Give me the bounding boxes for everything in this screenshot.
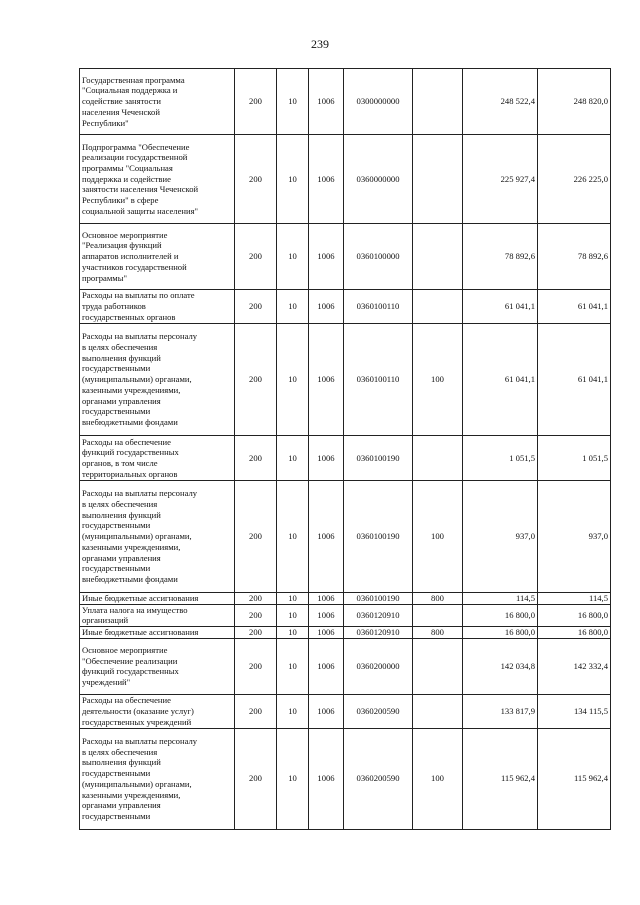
item-name: Иные бюджетные ассигнования (80, 627, 235, 639)
amount-year-2: 142 332,4 (538, 638, 611, 694)
subsection-code: 1006 (309, 604, 344, 626)
section-code: 10 (277, 604, 309, 626)
subsection-code: 1006 (309, 694, 344, 728)
ministry-code: 200 (235, 481, 277, 593)
section-code: 10 (277, 436, 309, 481)
amount-year-2: 16 800,0 (538, 627, 611, 639)
ministry-code: 200 (235, 728, 277, 829)
amount-year-1: 1 051,5 (463, 436, 538, 481)
subsection-code: 1006 (309, 627, 344, 639)
amount-year-2: 16 800,0 (538, 604, 611, 626)
amount-year-2: 114,5 (538, 593, 611, 605)
subsection-code: 1006 (309, 481, 344, 593)
budget-table (79, 68, 611, 830)
item-name: Основное мероприятие "Обеспечение реализации функций государственных учреждений" (80, 638, 235, 694)
amount-year-2: 937,0 (538, 481, 611, 593)
item-name: Иные бюджетные ассигнования (80, 593, 235, 605)
target-article-code: 0360100190 (344, 593, 413, 605)
amount-year-1: 248 522,4 (463, 69, 538, 135)
target-article-code: 0360100110 (344, 290, 413, 324)
section-code: 10 (277, 135, 309, 224)
item-name: Подпрограмма "Обеспечение реализации государственной программы "Социальная поддержка и содействие занятости населения Чеченской Республики" в сфере социальной защиты населения" (80, 135, 235, 224)
amount-year-1: 114,5 (463, 593, 538, 605)
table-row (80, 69, 611, 135)
amount-year-1: 78 892,6 (463, 224, 538, 290)
amount-year-2: 61 041,1 (538, 324, 611, 436)
section-code: 10 (277, 694, 309, 728)
item-name: Расходы на обеспечение функций государственных органов, в том числе территориальных органов (80, 436, 235, 481)
section-code: 10 (277, 638, 309, 694)
item-name: Расходы на выплаты персоналу в целях обеспечения выполнения функций государственными (муниципальными) органами, казенными учреждениями, органами управления государственными внебюджетными фондами (80, 324, 235, 436)
section-code: 10 (277, 69, 309, 135)
expense-type-code: 800 (413, 593, 463, 605)
table-row (80, 135, 611, 224)
amount-year-1: 142 034,8 (463, 638, 538, 694)
subsection-code: 1006 (309, 728, 344, 829)
ministry-code: 200 (235, 436, 277, 481)
amount-year-1: 61 041,1 (463, 324, 538, 436)
subsection-code: 1006 (309, 593, 344, 605)
budget-table-body (80, 69, 611, 830)
ministry-code: 200 (235, 627, 277, 639)
table-row (80, 638, 611, 694)
amount-year-2: 248 820,0 (538, 69, 611, 135)
amount-year-1: 937,0 (463, 481, 538, 593)
table-row (80, 694, 611, 728)
item-name: Расходы на выплаты персоналу в целях обеспечения выполнения функций государственными (муниципальными) органами, казенными учреждениями, органами управления государственными внебюджетными фондами (80, 481, 235, 593)
expense-type-code (413, 638, 463, 694)
table-row (80, 593, 611, 605)
ministry-code: 200 (235, 290, 277, 324)
target-article-code: 0360200000 (344, 638, 413, 694)
target-article-code: 0360200590 (344, 728, 413, 829)
subsection-code: 1006 (309, 69, 344, 135)
subsection-code: 1006 (309, 436, 344, 481)
expense-type-code (413, 290, 463, 324)
item-name: Уплата налога на имущество организаций (80, 604, 235, 626)
item-name: Расходы на обеспечение деятельности (оказание услуг) государственных учреждений (80, 694, 235, 728)
ministry-code: 200 (235, 69, 277, 135)
expense-type-code (413, 694, 463, 728)
subsection-code: 1006 (309, 290, 344, 324)
section-code: 10 (277, 593, 309, 605)
amount-year-1: 225 927,4 (463, 135, 538, 224)
expense-type-code: 100 (413, 324, 463, 436)
target-article-code: 0360120910 (344, 604, 413, 626)
page-number: 239 (311, 37, 329, 51)
subsection-code: 1006 (309, 638, 344, 694)
section-code: 10 (277, 224, 309, 290)
amount-year-1: 16 800,0 (463, 627, 538, 639)
amount-year-2: 115 962,4 (538, 728, 611, 829)
ministry-code: 200 (235, 135, 277, 224)
target-article-code: 0360100000 (344, 224, 413, 290)
amount-year-2: 226 225,0 (538, 135, 611, 224)
table-row (80, 481, 611, 593)
ministry-code: 200 (235, 604, 277, 626)
target-article-code: 0360100110 (344, 324, 413, 436)
expense-type-code: 100 (413, 481, 463, 593)
amount-year-1: 133 817,9 (463, 694, 538, 728)
table-row (80, 728, 611, 829)
section-code: 10 (277, 728, 309, 829)
target-article-code: 0360120910 (344, 627, 413, 639)
expense-type-code: 100 (413, 728, 463, 829)
section-code: 10 (277, 324, 309, 436)
target-article-code: 0360100190 (344, 481, 413, 593)
ministry-code: 200 (235, 638, 277, 694)
subsection-code: 1006 (309, 324, 344, 436)
table-row (80, 604, 611, 626)
section-code: 10 (277, 481, 309, 593)
item-name: Основное мероприятие "Реализация функций аппаратов исполнителей и участников государственной программы" (80, 224, 235, 290)
amount-year-1: 61 041,1 (463, 290, 538, 324)
ministry-code: 200 (235, 224, 277, 290)
item-name: Расходы на выплаты персоналу в целях обеспечения выполнения функций государственными (муниципальными) органами, казенными учреждениями, органами управления государственными (80, 728, 235, 829)
amount-year-1: 115 962,4 (463, 728, 538, 829)
subsection-code: 1006 (309, 135, 344, 224)
item-name: Государственная программа "Социальная поддержка и содействие занятости населения Чеченской Республики" (80, 69, 235, 135)
table-row (80, 436, 611, 481)
section-code: 10 (277, 627, 309, 639)
target-article-code: 0360200590 (344, 694, 413, 728)
target-article-code: 0300000000 (344, 69, 413, 135)
ministry-code: 200 (235, 593, 277, 605)
target-article-code: 0360000000 (344, 135, 413, 224)
table-row (80, 290, 611, 324)
amount-year-2: 78 892,6 (538, 224, 611, 290)
table-row (80, 324, 611, 436)
section-code: 10 (277, 290, 309, 324)
expense-type-code (413, 69, 463, 135)
item-name: Расходы на выплаты по оплате труда работников государственных органов (80, 290, 235, 324)
amount-year-2: 134 115,5 (538, 694, 611, 728)
subsection-code: 1006 (309, 224, 344, 290)
expense-type-code (413, 436, 463, 481)
target-article-code: 0360100190 (344, 436, 413, 481)
expense-type-code (413, 604, 463, 626)
amount-year-2: 1 051,5 (538, 436, 611, 481)
amount-year-2: 61 041,1 (538, 290, 611, 324)
amount-year-1: 16 800,0 (463, 604, 538, 626)
expense-type-code: 800 (413, 627, 463, 639)
table-row (80, 627, 611, 639)
table-row (80, 224, 611, 290)
expense-type-code (413, 135, 463, 224)
expense-type-code (413, 224, 463, 290)
ministry-code: 200 (235, 324, 277, 436)
ministry-code: 200 (235, 694, 277, 728)
